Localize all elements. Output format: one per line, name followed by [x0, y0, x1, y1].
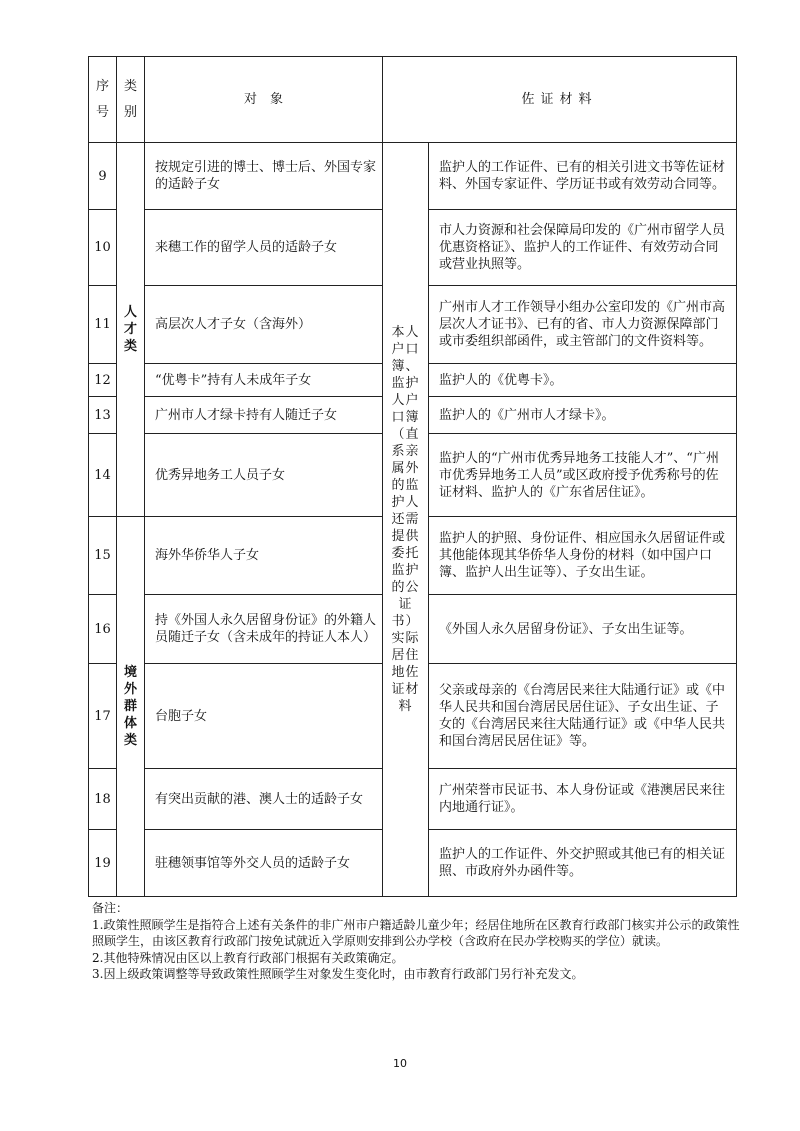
row-object: 驻穗领事馆等外交人员的适龄子女 [145, 830, 383, 897]
header-row [89, 57, 737, 143]
row-object: 台胞子女 [145, 664, 383, 769]
row-number: 12 [89, 364, 117, 397]
row-materials: 《外国人永久居留身份证》、子女出生证等。 [429, 595, 737, 664]
row-number: 15 [89, 517, 117, 595]
row-object: 持《外国人永久居留身份证》的外籍人员随迁子女（含未成年的持证人本人） [145, 595, 383, 664]
header-seq: 序号 [89, 57, 117, 143]
page-number: 10 [393, 1057, 407, 1070]
row-number: 14 [89, 434, 117, 517]
note-item: 2.其他特殊情况由区以上教育行政部门根据有关政策确定。 [92, 950, 404, 965]
row-materials: 监护人的工作证件、外交护照或其他已有的相关证照、市政府外办函件等。 [429, 830, 737, 897]
row-object: 有突出贡献的港、澳人士的适龄子女 [145, 769, 383, 830]
row-number: 10 [89, 210, 117, 286]
policy-table [88, 56, 737, 897]
row-object: “优粤卡”持有人未成年子女 [145, 364, 383, 397]
row-materials: 监护人的《优粤卡》。 [429, 364, 737, 397]
common-requirement: 本人户口簿、监护人户口簿（直系亲属外的监护人还需提供委托监护的公证书）实际居住地佐证材料 [383, 143, 429, 897]
row-number: 11 [89, 286, 117, 364]
row-object: 广州市人才绿卡持有人随迁子女 [145, 397, 383, 434]
notes-title: 备注： [92, 901, 129, 915]
row-materials: 监护人的护照、身份证件、相应国永久居留证件或其他能体现其华侨华人身份的材料（如中国户口簿、监护人出生证等）、子女出生证。 [429, 517, 737, 595]
header-materials: 佐证材料 [383, 57, 737, 143]
row-materials: 市人力资源和社会保障局印发的《广州市留学人员优惠资格证》、监护人的工作证件、有效劳动合同或营业执照等。 [429, 210, 737, 286]
row-number: 19 [89, 830, 117, 897]
header-category: 类别 [117, 57, 145, 143]
row-materials: 父亲或母亲的《台湾居民来往大陆通行证》或《中华人民共和国台湾居民居住证》、子女出生证、子女的《台湾居民来往大陆通行证》或《中华人民共和国台湾居民居住证》等。 [429, 664, 737, 769]
row-object: 来穗工作的留学人员的适龄子女 [145, 210, 383, 286]
row-object: 海外华侨华人子女 [145, 517, 383, 595]
row-number: 16 [89, 595, 117, 664]
row-object: 优秀异地务工人员子女 [145, 434, 383, 517]
category-overseas: 境外群体类 [117, 517, 145, 897]
row-materials: 监护人的“广州市优秀异地务工技能人才”、“广州市优秀异地务工人员”或区政府授予优秀称号的佐证材料、监护人的《广东省居住证》。 [429, 434, 737, 517]
header-object: 对 象 [145, 57, 383, 143]
row-materials: 广州市人才工作领导小组办公室印发的《广州市高层次人才证书》、已有的省、市人力资源保障部门或市委组织部函件，或主管部门的文件资料等。 [429, 286, 737, 364]
row-materials: 监护人的工作证件、已有的相关引进文书等佐证材料、外国专家证件、学历证书或有效劳动合同等。 [429, 143, 737, 210]
row-number: 18 [89, 769, 117, 830]
note-item: 1.政策性照顾学生是指符合上述有关条件的非广州市户籍适龄儿童少年；经居住地所在区教育行政部门核实并公示的政策性照顾学生，由该区教育行政部门按免试就近入学原则安排到公办学校（含政府在民办学校购买的学位）就读。 [92, 917, 740, 948]
row-object: 按规定引进的博士、博士后、外国专家的适龄子女 [145, 143, 383, 210]
row-number: 13 [89, 397, 117, 434]
row-number: 17 [89, 664, 117, 769]
row-materials: 监护人的《广州市人才绿卡》。 [429, 397, 737, 434]
row-materials: 广州荣誉市民证书、本人身份证或《港澳居民来往内地通行证》。 [429, 769, 737, 830]
category-talent: 人才类 [117, 143, 145, 517]
row-object: 高层次人才子女（含海外） [145, 286, 383, 364]
notes-section [92, 900, 742, 983]
table-row [89, 143, 737, 210]
row-number: 9 [89, 143, 117, 210]
note-item: 3.因上级政策调整等导致政策性照顾学生对象发生变化时，由市教育行政部门另行补充发文。 [92, 967, 584, 981]
